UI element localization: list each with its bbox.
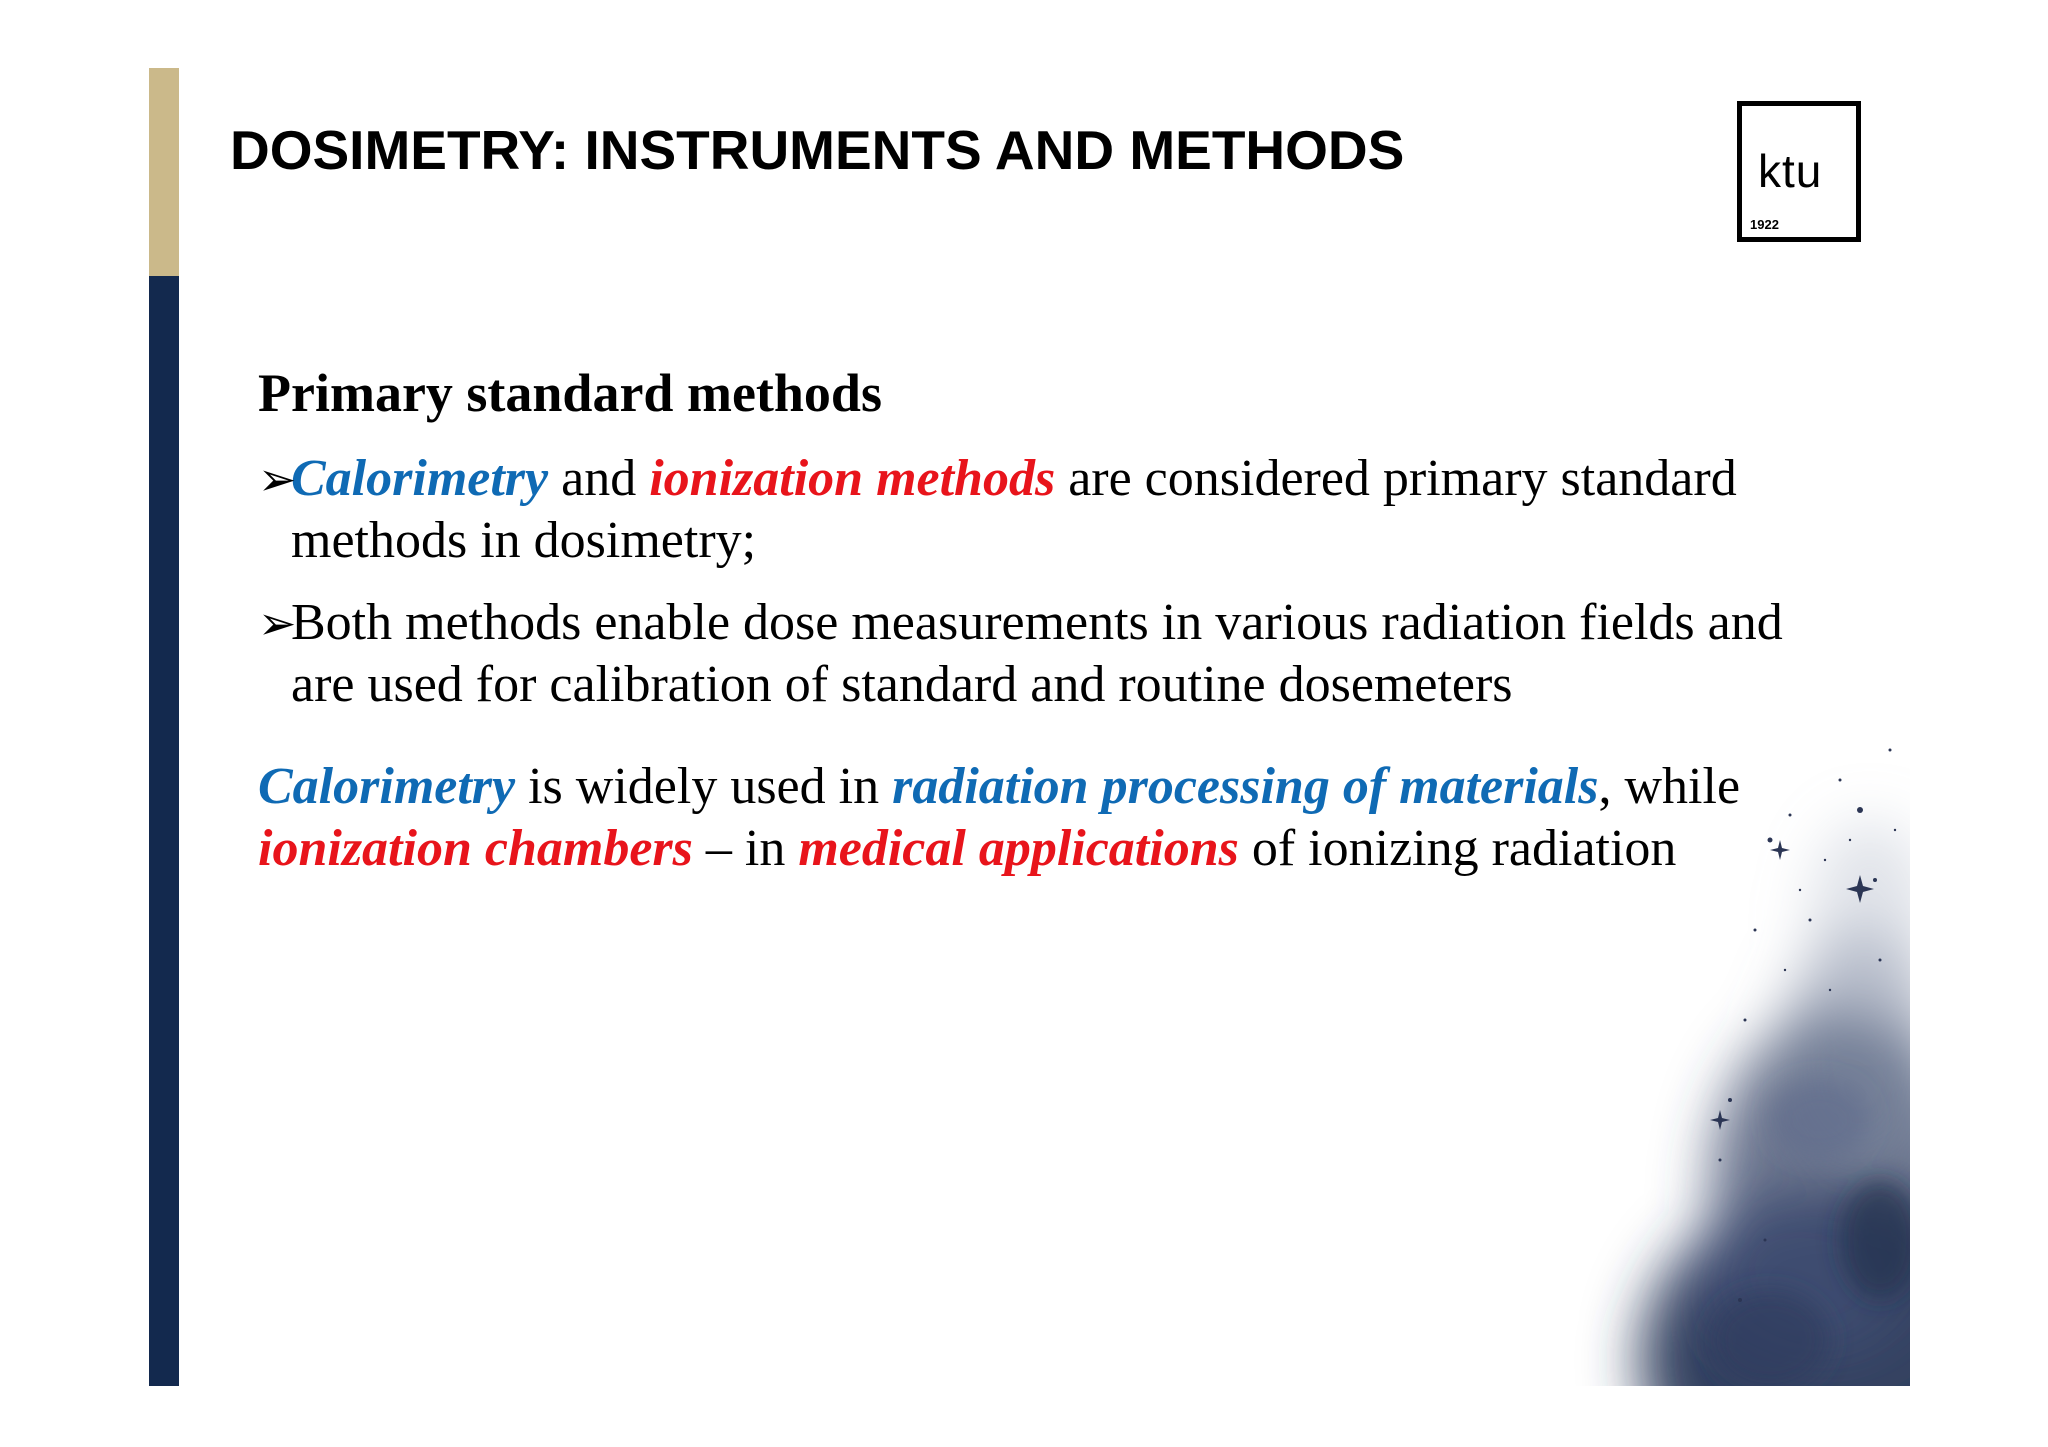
- highlight-ionization-chambers: ionization chambers: [258, 820, 693, 877]
- bullet-text: Both methods enable dose measurements in various radiation fields and are used for calibration of standard and routine dosemeters: [291, 594, 1783, 713]
- highlight-radiation-processing: radiation processing of materials: [892, 758, 1599, 815]
- sidebar-accent-gold: [149, 68, 179, 276]
- highlight-calorimetry: Calorimetry: [291, 450, 549, 507]
- bullet-item-1: [258, 448, 1818, 572]
- slide-content: [258, 358, 1818, 880]
- arrow-bullet-icon: ➢: [258, 452, 297, 506]
- paragraph-text: , while: [1598, 758, 1741, 815]
- highlight-medical-applications: medical applications: [798, 820, 1239, 877]
- bullet-text: are considered primary standard methods in dosimetry;: [291, 450, 1737, 569]
- arrow-bullet-icon: ➢: [258, 596, 297, 650]
- sidebar-accent-navy: [149, 276, 179, 1386]
- summary-paragraph: [258, 756, 1798, 880]
- section-heading: Primary standard methods: [258, 363, 882, 423]
- paragraph-text: – in: [692, 820, 799, 877]
- logo-year: 1922: [1750, 217, 1779, 232]
- paragraph-text: is widely used in: [515, 758, 893, 815]
- highlight-calorimetry: Calorimetry: [258, 758, 516, 815]
- bullet-text: and: [548, 450, 650, 507]
- ktu-logo: [1737, 101, 1861, 242]
- paragraph-text: of ionizing radiation: [1238, 820, 1677, 877]
- highlight-ionization-methods: ionization methods: [649, 450, 1056, 507]
- bullet-item-2: [258, 592, 1818, 716]
- slide-title: DOSIMETRY: INSTRUMENTS AND METHODS: [230, 119, 1405, 181]
- logo-text: ktu: [1758, 145, 1823, 197]
